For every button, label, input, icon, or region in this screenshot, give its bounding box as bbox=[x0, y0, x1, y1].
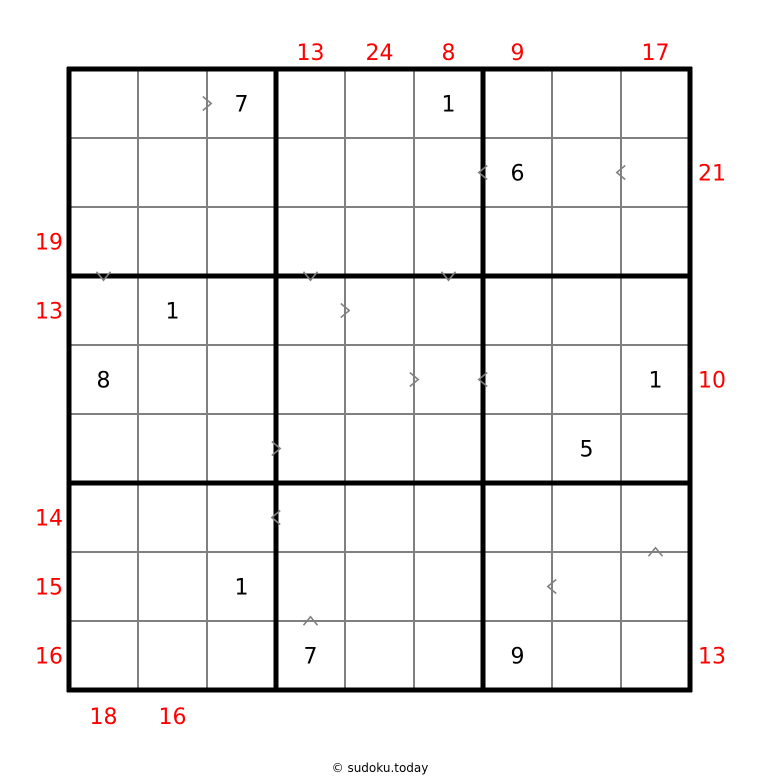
top-clue: 8 bbox=[441, 41, 456, 66]
sudoku-cell[interactable] bbox=[348, 141, 411, 204]
sudoku-cell[interactable] bbox=[279, 141, 342, 204]
sudoku-cell[interactable] bbox=[417, 348, 480, 411]
sudoku-cell[interactable] bbox=[279, 348, 342, 411]
given-digit: 9 bbox=[510, 644, 525, 670]
sudoku-cell[interactable] bbox=[624, 210, 687, 273]
sudoku-cell[interactable] bbox=[141, 348, 204, 411]
sudoku-cell[interactable] bbox=[486, 72, 549, 135]
sudoku-cell[interactable] bbox=[348, 279, 411, 342]
sudoku-cell[interactable] bbox=[486, 348, 549, 411]
sudoku-cell[interactable] bbox=[348, 486, 411, 549]
top-clue: 24 bbox=[365, 41, 394, 66]
sudoku-cell[interactable] bbox=[141, 555, 204, 618]
sudoku-cell[interactable] bbox=[141, 624, 204, 687]
sudoku-cell[interactable] bbox=[624, 624, 687, 687]
sudoku-cell[interactable] bbox=[141, 417, 204, 480]
sudoku-cell[interactable] bbox=[486, 417, 549, 480]
sudoku-cell[interactable] bbox=[72, 417, 135, 480]
sudoku-cell[interactable] bbox=[72, 624, 135, 687]
sudoku-cell[interactable] bbox=[72, 141, 135, 204]
sudoku-cell[interactable] bbox=[555, 72, 618, 135]
left-clue: 19 bbox=[35, 230, 63, 256]
sudoku-cell[interactable] bbox=[555, 486, 618, 549]
given-digit: 7 bbox=[234, 92, 249, 118]
sudoku-cell[interactable] bbox=[141, 72, 204, 135]
sudoku-cell[interactable] bbox=[417, 141, 480, 204]
sudoku-cell[interactable] bbox=[348, 417, 411, 480]
sudoku-cell[interactable] bbox=[555, 555, 618, 618]
sudoku-cell[interactable] bbox=[72, 72, 135, 135]
cell-layer bbox=[72, 72, 687, 687]
sudoku-cell[interactable] bbox=[279, 486, 342, 549]
sudoku-cell[interactable] bbox=[555, 210, 618, 273]
given-digit: 6 bbox=[510, 161, 525, 187]
sudoku-cell[interactable] bbox=[624, 279, 687, 342]
bottom-clue: 16 bbox=[158, 705, 187, 730]
right-clue: 21 bbox=[698, 161, 726, 187]
sudoku-cell[interactable] bbox=[624, 141, 687, 204]
given-digit: 1 bbox=[648, 368, 663, 394]
sudoku-cell[interactable] bbox=[624, 555, 687, 618]
sudoku-cell[interactable] bbox=[348, 348, 411, 411]
sudoku-cell[interactable] bbox=[555, 348, 618, 411]
left-clue: 14 bbox=[35, 506, 63, 532]
sudoku-cell[interactable] bbox=[279, 210, 342, 273]
sudoku-cell[interactable] bbox=[417, 624, 480, 687]
sudoku-cell[interactable] bbox=[210, 417, 273, 480]
sudoku-cell[interactable] bbox=[210, 348, 273, 411]
sudoku-cell[interactable] bbox=[417, 210, 480, 273]
top-clue: 13 bbox=[296, 41, 325, 66]
top-clue: 17 bbox=[641, 41, 670, 66]
sudoku-cell[interactable] bbox=[279, 72, 342, 135]
right-clue: 13 bbox=[698, 644, 726, 670]
sudoku-cell[interactable] bbox=[210, 279, 273, 342]
right-clue: 10 bbox=[698, 368, 726, 394]
sudoku-cell[interactable] bbox=[279, 417, 342, 480]
sudoku-cell[interactable] bbox=[486, 279, 549, 342]
sudoku-cell[interactable] bbox=[555, 141, 618, 204]
sudoku-cell[interactable] bbox=[279, 555, 342, 618]
sudoku-cell[interactable] bbox=[486, 486, 549, 549]
sudoku-cell[interactable] bbox=[72, 210, 135, 273]
sudoku-cell[interactable] bbox=[72, 279, 135, 342]
sudoku-cell[interactable] bbox=[348, 210, 411, 273]
sudoku-cell[interactable] bbox=[210, 624, 273, 687]
sudoku-cell[interactable] bbox=[417, 555, 480, 618]
bottom-clue: 18 bbox=[89, 705, 118, 730]
sudoku-cell[interactable] bbox=[417, 279, 480, 342]
sudoku-cell[interactable] bbox=[486, 210, 549, 273]
left-clue: 13 bbox=[35, 299, 63, 325]
sudoku-cell[interactable] bbox=[210, 486, 273, 549]
sudoku-cell[interactable] bbox=[348, 72, 411, 135]
top-clue: 9 bbox=[510, 41, 525, 66]
footer-credit: © sudoku.today bbox=[331, 761, 429, 775]
given-digit: 1 bbox=[441, 92, 456, 118]
sudoku-cell[interactable] bbox=[210, 210, 273, 273]
sudoku-cell[interactable] bbox=[141, 486, 204, 549]
sudoku-cell[interactable] bbox=[624, 72, 687, 135]
sudoku-cell[interactable] bbox=[624, 486, 687, 549]
given-digit: 7 bbox=[303, 644, 318, 670]
left-clue: 15 bbox=[35, 575, 63, 601]
sudoku-cell[interactable] bbox=[72, 486, 135, 549]
given-digit: 5 bbox=[579, 437, 594, 463]
sudoku-cell[interactable] bbox=[72, 555, 135, 618]
sudoku-cell[interactable] bbox=[210, 141, 273, 204]
given-digit: 1 bbox=[234, 575, 249, 601]
sudoku-cell[interactable] bbox=[417, 486, 480, 549]
left-clue: 16 bbox=[35, 644, 63, 670]
sudoku-cell[interactable] bbox=[555, 624, 618, 687]
sudoku-cell[interactable] bbox=[486, 555, 549, 618]
given-digit: 1 bbox=[165, 299, 180, 325]
sudoku-cell[interactable] bbox=[348, 555, 411, 618]
given-digit: 8 bbox=[96, 368, 111, 394]
sudoku-cell[interactable] bbox=[141, 141, 204, 204]
sudoku-cell[interactable] bbox=[417, 417, 480, 480]
sudoku-cell[interactable] bbox=[141, 210, 204, 273]
sudoku-cell[interactable] bbox=[555, 279, 618, 342]
sudoku-cell[interactable] bbox=[279, 279, 342, 342]
sudoku-cell[interactable] bbox=[624, 417, 687, 480]
sudoku-cell[interactable] bbox=[348, 624, 411, 687]
